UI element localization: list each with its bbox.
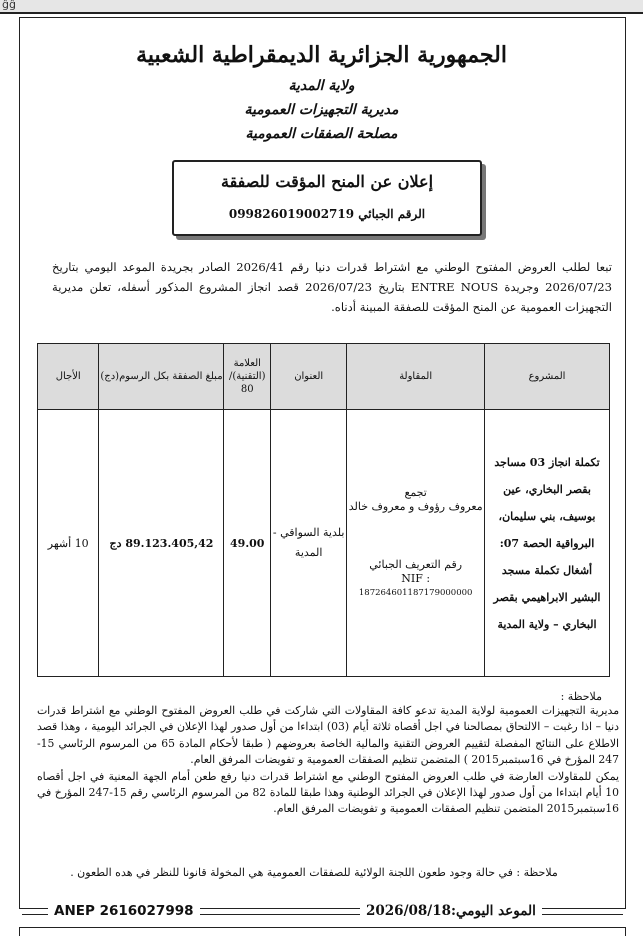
directorate-title: مديرية التجهيزات العمومية: [244, 102, 399, 118]
cell-contractor: [347, 410, 485, 677]
cell-duration: 10 أشهر: [38, 410, 99, 677]
col-header-project: المشروع: [485, 344, 610, 410]
service-title: مصلحة الصفقات العمومية: [245, 126, 398, 142]
cell-project: تكملة انجاز 03 مساجد بقصر البخاري، عين بوسيف، بني سليمان، البرواقية الحصة 07: أشغال تكملة مسجد البشير الابراهيمي بقصر البخاري – ولاية المدية: [485, 410, 610, 677]
contractor-group: تجمع: [404, 486, 427, 499]
table-header-row: [38, 344, 610, 410]
note-paragraph-1: مديرية التجهيزات العمومية لولاية المدية تدعو كافة المقاولات التي شاركت في طلب العروض المفتوح الوطني مع اشتراط قدرات دنيا – اذا رغبت – الالتحاق بمصالحنا في اجل أقصاه ثلاثة أيام (03) ابتداءا من أول صدور لهذا الإعلان في الجرائد اليومية ، وهذا قصد الاطلاع على النتائج المفصلة لتقييم العروض التقنية والمالية الخاصة بعروضهم ( طبقا لأحكام المادة 65 من المرسوم الرئاسي 15-247 المؤرخ في 16سبتمبر2015 ) المتضمن تنظيم الصفقات العمومية و تفويضات المرفق العام.: [37, 704, 619, 767]
col-header-duration: الأجال: [38, 344, 99, 410]
col-header-score: العلامة (التقنية)/ 80: [224, 344, 271, 410]
notes-block: [37, 703, 619, 818]
award-table: [37, 343, 610, 677]
intro-paragraph: تبعا لطلب العروض المفتوح الوطني مع اشتراط قدرات دنيا رقم 2026/41 الصادر بجريدة الموعد اليومي بتاريخ 2026/07/23 وجريدة ENTRE NOUS بتاريخ 2026/07/23 قصد انجاز المشروع المذكور أسفله، تعلن مديرية التجهيزات العمومية عن المنح المؤقت للصفقة المبينة أدناه.: [52, 260, 612, 314]
col-header-amount: مبلغ الصفقة بكل الرسوم(دج): [99, 344, 224, 410]
contractor-id-label: رقم التعريف الجبائي: [369, 558, 463, 571]
cell-score: 49.00: [224, 410, 271, 677]
republic-title: الجمهورية الجزائرية الديمقراطية الشعبية: [136, 42, 507, 68]
page-top-strip: [0, 0, 643, 14]
final-note: ملاحظة : في حالة وجود طعون اللجنة الولائية للصفقات العمومية هي المخولة قانونا للنظر في هده الطعون .: [70, 866, 558, 879]
contractor-nif-label: : NIF: [401, 572, 431, 585]
contractor-names: معروف رؤوف و معروف خالد: [348, 500, 483, 513]
contractor-nif: 187264601187179000000: [358, 588, 473, 598]
notes-heading: ملاحظة :: [560, 690, 602, 703]
fiscal-number: الرقم الجبائي 099826019002719: [228, 207, 426, 221]
cell-address: بلدية السواقي - المدية: [271, 410, 347, 677]
cell-amount: 89.123.405,42 دج: [99, 410, 224, 677]
wilaya-title: ولاية المدية: [288, 78, 355, 94]
note-paragraph-2: يمكن للمقاولات العارضة في طلب العروض المفتوح الوطني مع اشتراط قدرات دنيا رفع طعن أمام الجهة المعنية في اجل أقصاه 10 أيام ابتداءا من أول صدور لهذا الإعلان في الجرائد الوطنية وهذا طبقا للمادة 82 من المرسوم الرئاسي رقم 15-247 المؤرخ في 16سبتمبر2015 المتضمن تنظيم الصفقات العمومية و تفويضات المرفق العام.: [37, 769, 619, 816]
anep-reference: ANEP 2616027998: [48, 903, 200, 925]
table-row: [38, 410, 610, 677]
newspaper-date: الموعد اليومي:2026/08/18: [360, 903, 542, 925]
col-header-address: العنوان: [271, 344, 347, 410]
notice-title: إعلان عن المنح المؤقت للصفقة: [220, 172, 434, 191]
page-corner-mark: ĝĝ: [2, 0, 16, 11]
next-notice-frame: [19, 927, 626, 936]
col-header-contractor: المقاولة: [347, 344, 485, 410]
notice-title-box: [172, 160, 482, 236]
